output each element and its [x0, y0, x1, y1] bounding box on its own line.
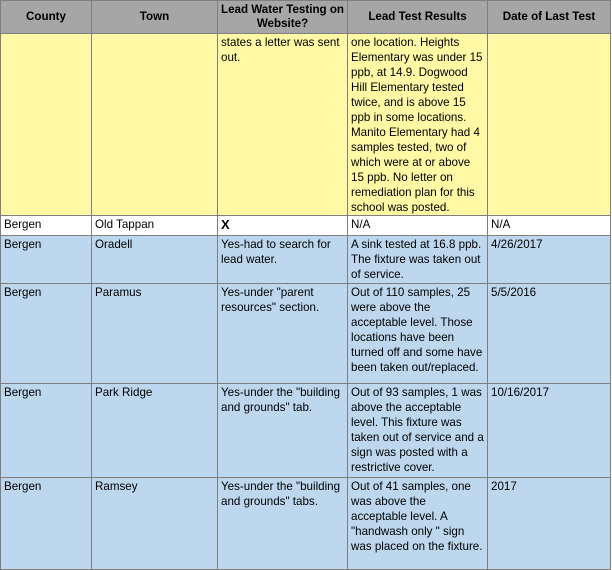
- table-row: [1, 236, 611, 284]
- cell-town: Oradell: [92, 236, 218, 284]
- cell-date: 2017: [488, 478, 611, 570]
- header-county: County: [1, 1, 92, 34]
- cell-results: Out of 93 samples, 1 was above the acceptable level. This fixture was taken out of service and a sign was posted with a restrictive cover.: [348, 384, 488, 478]
- table-row: [1, 478, 611, 570]
- cell-county: [1, 34, 92, 216]
- cell-results: A sink tested at 16.8 ppb. The fixture was taken out of service.: [348, 236, 488, 284]
- cell-town: [92, 34, 218, 216]
- cell-town: Paramus: [92, 284, 218, 384]
- cell-website: Yes-had to search for lead water.: [218, 236, 348, 284]
- table-row: [1, 384, 611, 478]
- header-date: Date of Last Test: [488, 1, 611, 34]
- header-results: Lead Test Results: [348, 1, 488, 34]
- header-website: Lead Water Testing on Website?: [218, 1, 348, 34]
- cell-town: Park Ridge: [92, 384, 218, 478]
- cell-date: [488, 34, 611, 216]
- cell-date: 4/26/2017: [488, 236, 611, 284]
- cell-date: 5/5/2016: [488, 284, 611, 384]
- cell-website: Yes-under "parent resources" section.: [218, 284, 348, 384]
- cell-county: Bergen: [1, 284, 92, 384]
- cell-county: Bergen: [1, 236, 92, 284]
- header-row: [1, 1, 611, 34]
- cell-county: Bergen: [1, 216, 92, 236]
- cell-county: Bergen: [1, 384, 92, 478]
- cell-town: Ramsey: [92, 478, 218, 570]
- cell-results: one location. Heights Elementary was under 15 ppb, at 14.9. Dogwood Hill Elementary tested twice, and is above 15 ppb in some locations. Manito Elementary had 4 samples tested, two of which were at or above 15 ppb. No letter on remediation plan for this school was posted.: [348, 34, 488, 216]
- cell-results: N/A: [348, 216, 488, 236]
- table-row: [1, 284, 611, 384]
- cell-results: Out of 110 samples, 25 were above the acceptable level. Those locations have been turned off and some have been taken out/replaced.: [348, 284, 488, 384]
- cell-website: Yes-under the "building and grounds" tab.: [218, 384, 348, 478]
- cell-results: Out of 41 samples, one was above the acceptable level. A "handwash only " sign was placed on the fixture.: [348, 478, 488, 570]
- cell-date: N/A: [488, 216, 611, 236]
- table-row: [1, 34, 611, 216]
- cell-website: Yes-under the "building and grounds" tabs.: [218, 478, 348, 570]
- cell-county: Bergen: [1, 478, 92, 570]
- table-row: [1, 216, 611, 236]
- x-mark: X: [221, 217, 230, 232]
- cell-website: [218, 216, 348, 236]
- cell-town: Old Tappan: [92, 216, 218, 236]
- cell-website: states a letter was sent out.: [218, 34, 348, 216]
- cell-date: 10/16/2017: [488, 384, 611, 478]
- header-town: Town: [92, 1, 218, 34]
